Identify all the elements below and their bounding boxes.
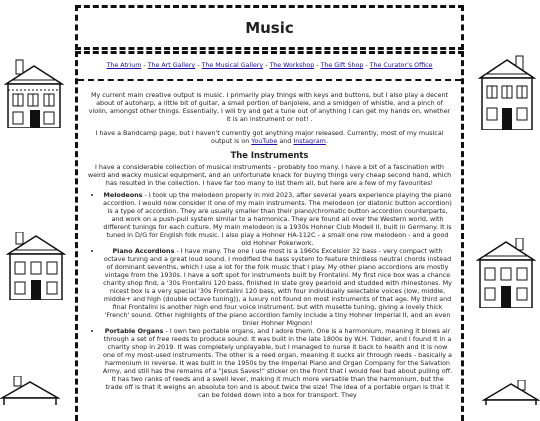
house-illustration-middle-right [476,238,536,308]
page-header [75,5,464,50]
list-item-portable-organs [102,327,453,399]
nav-link-gift-shop[interactable]: The Gift Shop [320,62,364,69]
instruments-intro: I have a considerable collection of musical instruments - probably too many. I have a bit of a fascination with weird and wacky musical equipment, and an unfortunate knack for buying things very cheap second hand, which has resulted in the collection. I have far too many to list them all, but here are a few of my favourites! [87,163,452,187]
youtube-link[interactable]: YouTube [251,137,278,145]
house-illustration-top-right [478,54,536,130]
and-text: and [277,137,294,145]
nav-separator: - [265,62,268,69]
page-title: Music [245,18,294,37]
nav-separator: - [365,62,368,69]
list-item-piano-accordions [102,247,453,327]
item-name: Piano Accordions [112,247,175,255]
house-illustration-bottom-right [482,380,540,405]
bandcamp-text: I have a Bandcamp page, but I haven't currently got anything major released. Currently, most of my musical output is on [95,129,444,145]
nav-link-atrium[interactable]: The Atrium [106,62,142,69]
item-text: - I own two portable organs, and I adore them. One is a harmonium, meaning it blows air through a set of free reeds to produce sound. It was built in the late 1800s by W.H. Tidder, and I found it in a charity shop in 2019. It was completely unplayable, but I managed to nurse it back to health and it is now one of my most-used instruments. The other is a reed organ, meaning it sucks air through reeds - basically a harmonium in reverse. It was built in the 1950s by the Imperial Piano and Organ Company for the Salvation Army, and still has the remains of a "Jesus Saves!" sticker on the front that I would feel bad about pulling off. It has two ranks of reeds and a swell lever, making it much more versatile than the harmonium, but the trade off is that it weighs an absolute ton and is about twice the size! The idea of a portable organ is that it can be folded down into a box for transport. They [102,327,453,399]
intro-paragraph: My current main creative output is music. I primarily play things with keys and buttons, but I also play a decent about of autoharp, a little bit of guitar, a small portion of banjolele, and a smidgen of whistle, and a pinch of violin, amongst other things. Essentially, I will try and get a tune out of anything I can get my hands on, whether it is an instrument or not! . [88,91,451,123]
nav-separator: - [143,62,146,69]
item-name: Portable Organs [104,327,164,335]
nav-link-art-gallery[interactable]: The Art Gallery [147,62,196,69]
item-text: - I took up the melodeon properly in mid 2023, after several years experience playing the piano accordion. I would now consider it one of my main instruments. The melodeon (or diatonic button accordion) is a type of accordion. They are usually smaller than their piano/chromatic button accordion counterparts, and work on a push-pull system similar to a harmonica. They are found all over the Western world, with different tunings for each culture. My main melodeon is a 1930s Hohner Club Modell II, built in Germany. It is tuned in D/G for English folk music. I also play a Hohner HA-112C - a small one row melodeon - and a good old Hohner Pokerwork. [103,191,452,247]
item-text: - I have many. The one I use most is a 1960s Excelsior 32 bass - very compact with octave tuning and a great loud sound. I modified the bass system to feature thirdless neutral chords instead of dominant sevenths, which I use a lot for the folk music that I play. My other piano accordions are mostly vintage from the 1930s. I have a soft spot for instruments built by Frontalini. My first nice box was a chance charity shop find, a '30s Frontalini 120 bass, finished in slate grey pearloid and studded with rhinestones. My nicest box is a very special '30s Frontalini 120 bass, with four individually selectable voices (low, middle, middle+ and high (double octave tuning)), a luxury not found on most instruments of that age. My third and final Frontalini is another high end four voice instrument, but with musette tuning, giving a lovely thick 'French' sound. Other highlights of the piano accordion family include a tiny Hohner Imperial II, and an even tinier Hohner Mignon! [103,247,452,327]
instruments-heading: The Instruments [230,150,309,160]
house-illustration-bottom-left [0,376,60,405]
nav-link-curators-office[interactable]: The Curator's Office [369,62,433,69]
bandcamp-paragraph [86,129,453,145]
main-content [75,51,464,421]
instrument-list [86,191,453,399]
article-body [86,91,453,399]
nav-link-workshop[interactable]: The Workshop [269,62,315,69]
list-item-melodeons [102,191,453,247]
nav-separator: - [316,62,319,69]
period-text: . [325,137,328,145]
site-navigation [78,60,461,81]
house-illustration-middle-left [6,232,66,300]
nav-separator: - [197,62,200,69]
nav-link-musical-gallery[interactable]: The Musical Gallery [201,62,264,69]
item-name: Melodeons [103,191,143,199]
instagram-link[interactable]: Instagram [293,137,326,145]
house-illustration-top-left [4,58,64,128]
